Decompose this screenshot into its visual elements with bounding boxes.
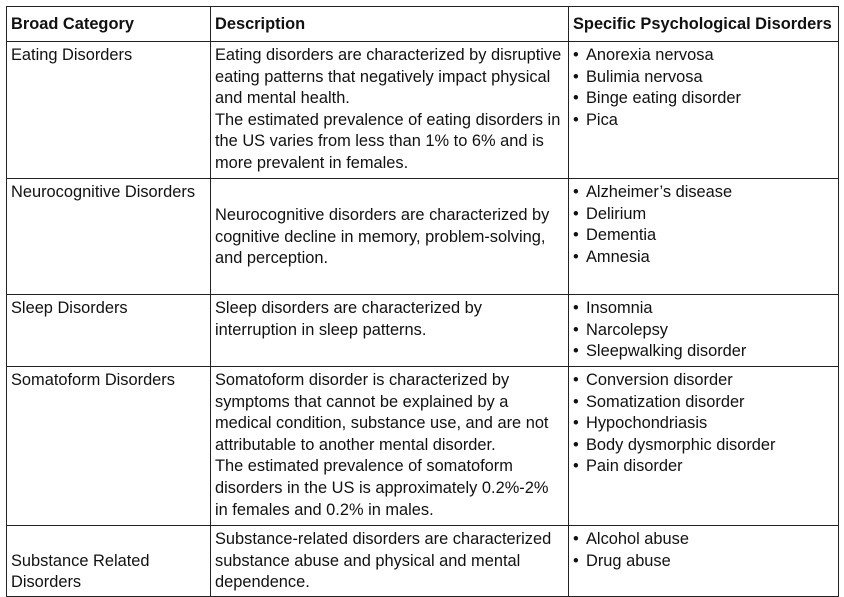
list-item: • Body dysmorphic disorder xyxy=(573,435,834,457)
disorders-cell xyxy=(569,179,839,295)
description-text: Neurocognitive disorders are characterized by cognitive decline in memory, problem-solving, and perception. xyxy=(215,206,550,268)
description-text: Sleep disorders are characterized by interruption in sleep patterns. xyxy=(215,299,482,339)
list-item: • Somatization disorder xyxy=(573,392,834,414)
header-disorders: Specific Psychological Disorders xyxy=(569,7,839,42)
category-cell: Sleep Disorders xyxy=(7,295,211,367)
description-cell xyxy=(211,179,569,295)
list-item: • Amnesia xyxy=(573,247,834,269)
table-row xyxy=(7,526,839,597)
table-row xyxy=(7,367,839,526)
category-cell: Substance Related Disorders xyxy=(7,526,211,597)
disorder-list xyxy=(573,370,834,478)
table-row xyxy=(7,42,839,179)
description-text: The estimated prevalence of somatoform disorders in the US is approximately 0.2%-2% in females and 0.2% in males. xyxy=(215,457,549,519)
list-item: • Pain disorder xyxy=(573,456,834,478)
category-cell: Eating Disorders xyxy=(7,42,211,179)
list-item: • Alzheimer’s disease xyxy=(573,182,834,204)
disorder-list xyxy=(573,529,834,572)
list-item: • Sleepwalking disorder xyxy=(573,341,834,363)
list-item: • Insomnia xyxy=(573,298,834,320)
description-cell xyxy=(211,295,569,367)
disorders-cell xyxy=(569,526,839,597)
disorder-list xyxy=(573,182,834,268)
description-text: Substance-related disorders are characterized substance abuse and physical and mental dependence. xyxy=(215,530,552,592)
list-item: • Conversion disorder xyxy=(573,370,834,392)
list-item: • Bulimia nervosa xyxy=(573,67,834,89)
category-cell: Neurocognitive Disorders xyxy=(7,179,211,295)
description-cell xyxy=(211,526,569,597)
disorders-cell xyxy=(569,42,839,179)
list-item: • Dementia xyxy=(573,225,834,247)
list-item: • Pica xyxy=(573,110,834,132)
disorder-list xyxy=(573,45,834,131)
disorders-cell xyxy=(569,295,839,367)
table-row xyxy=(7,295,839,367)
disorder-list xyxy=(573,298,834,363)
disorders-table xyxy=(6,6,839,597)
list-item: • Anorexia nervosa xyxy=(573,45,834,67)
category-cell: Somatoform Disorders xyxy=(7,367,211,526)
disorders-cell xyxy=(569,367,839,526)
table-row xyxy=(7,179,839,295)
list-item: • Delirium xyxy=(573,204,834,226)
list-item: • Hypochondriasis xyxy=(573,413,834,435)
description-text: Eating disorders are characterized by disruptive eating patterns that negatively impact physical and mental health. xyxy=(215,46,562,108)
list-item: • Narcolepsy xyxy=(573,320,834,342)
description-text: Somatoform disorder is characterized by symptoms that cannot be explained by a medical condition, substance use, and are not attributable to another mental disorder. xyxy=(215,371,549,454)
header-description: Description xyxy=(211,7,569,42)
description-text: The estimated prevalence of eating disorders in the US varies from less than 1% to 6% and is more prevalent in females. xyxy=(215,110,561,172)
list-item: • Binge eating disorder xyxy=(573,88,834,110)
header-row xyxy=(7,7,839,42)
description-cell xyxy=(211,367,569,526)
header-category: Broad Category xyxy=(7,7,211,42)
list-item: • Drug abuse xyxy=(573,551,834,573)
list-item: • Alcohol abuse xyxy=(573,529,834,551)
description-cell xyxy=(211,42,569,179)
